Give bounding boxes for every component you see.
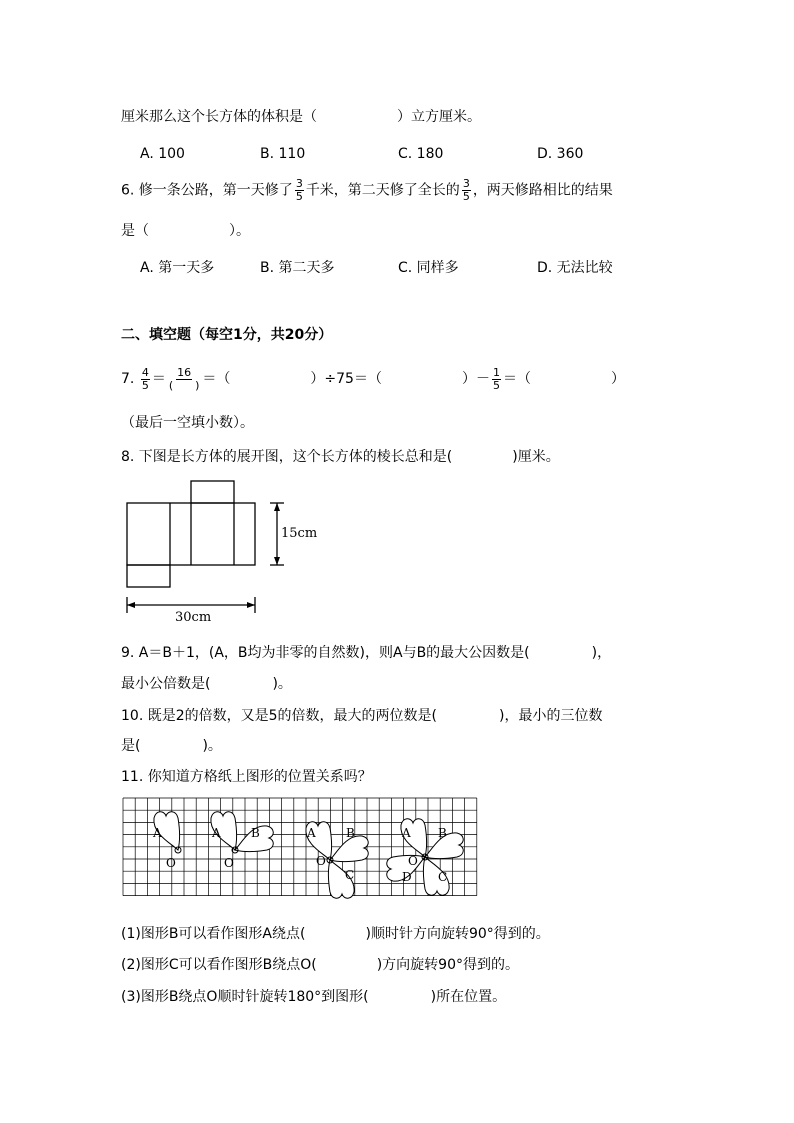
q11-s3-text: (3)图形B绕点O顺时针旋转180°到图形( (121, 989, 369, 1005)
q7-p1-end: ）÷75＝（ (310, 371, 382, 387)
q10-line-2 (121, 736, 222, 756)
q10-text-a: 10. 既是2的倍数，又是5的倍数，最大的两位数是( (121, 708, 437, 724)
label-o: O (316, 854, 326, 868)
label-a: A (153, 826, 162, 840)
q7-p3-end: ） (610, 371, 625, 387)
q7-f1-den: 5 (141, 378, 149, 392)
q7-f2-num: 16 (177, 365, 192, 379)
q5-option-a[interactable]: A. 100 (140, 146, 185, 162)
q11-s2-end: )方向旋转90°得到的。 (376, 957, 519, 973)
q6-text-c: ，两天修路相比的结果 (472, 182, 613, 199)
q10-line-1 (121, 706, 602, 726)
q7-f3-num: 1 (492, 365, 500, 379)
q6-text-a: 6. 修一条公路，第一天修了 (121, 182, 293, 199)
q7-eq2: ＝（ (202, 371, 231, 387)
q11-statement-1 (121, 924, 550, 944)
q5-option-d[interactable]: D. 360 (537, 146, 584, 162)
arrow-down (274, 557, 280, 565)
q9-line-2 (121, 674, 292, 694)
cuboid-net-diagram (115, 475, 335, 625)
label-b: B (438, 826, 447, 840)
q6-f2-num: 3 (462, 177, 470, 190)
q8-text: 8. 下图是长方体的展开图，这个长方体的棱长总和是( (121, 449, 453, 465)
q6-option-a[interactable]: A. 第一天多 (140, 260, 215, 276)
q5-text: 厘米那么这个长方体的体积是（ (121, 109, 317, 125)
q7-fraction-1 (141, 367, 150, 392)
q6-text-d-end: ）。 (229, 223, 250, 239)
width-label: 30cm (175, 610, 212, 625)
q7-number: 7. (121, 371, 135, 387)
q5-option-c[interactable]: C. 180 (398, 146, 444, 162)
q9-text-a: 9. A＝B＋1，(A，B均为非零的自然数)，则A与B的最大公因数是( (121, 645, 530, 661)
arrow-up (274, 503, 280, 511)
q8-question (121, 447, 560, 467)
label-o: O (408, 854, 418, 868)
q7-fraction-3 (492, 367, 501, 392)
net-bottom-face (127, 565, 170, 587)
q6-f1-num: 3 (295, 177, 303, 190)
q11-statement-3 (121, 987, 506, 1007)
label-c: C (438, 870, 448, 884)
q11-title: 11. 你知道方格纸上图形的位置关系吗？ (121, 769, 372, 785)
q5-continuation (121, 107, 481, 127)
q11-s1-text: (1)图形B可以看作图形A绕点( (121, 926, 306, 942)
q10-text-b: 是( (121, 738, 141, 754)
height-label: 15cm (281, 526, 318, 541)
q11-s3-end: )所在位置。 (430, 989, 507, 1005)
q6-f2-den: 5 (462, 190, 470, 203)
q6-option-c[interactable]: C. 同样多 (398, 260, 459, 276)
q6-text-b: 千米，第二天修了全长的 (305, 182, 460, 199)
q7-f3-den: 5 (492, 378, 500, 392)
q6-option-d[interactable]: D. 无法比较 (537, 260, 613, 276)
q6-fraction-2 (462, 178, 471, 203)
q11-s2-text: (2)图形C可以看作图形B绕点O( (121, 957, 317, 973)
q6-option-b[interactable]: B. 第二天多 (260, 260, 335, 276)
q7-question (121, 366, 625, 392)
q10-text-a-end: )，最小的三位数 (499, 708, 603, 724)
arrow-right (247, 602, 255, 608)
q8-text-end: )厘米。 (512, 449, 560, 465)
q5-option-b[interactable]: B. 110 (260, 146, 306, 162)
section-heading: 二、填空题（每空1分，共20分） (121, 327, 333, 343)
q7-f1-num: 4 (141, 365, 149, 379)
q7-p2-end: ）－ (461, 371, 490, 387)
q9-text-a-end: )， (591, 645, 612, 661)
q9-text-b-end: )。 (272, 676, 292, 692)
label-b: B (346, 826, 355, 840)
q7-f2-den: ( ) (168, 378, 200, 392)
label-o: O (166, 856, 176, 870)
q7-eq3: ＝（ (502, 371, 531, 387)
q7-eq1: ＝ (151, 371, 166, 387)
q6-f1-den: 5 (295, 190, 303, 203)
label-c: C (345, 868, 355, 882)
q6-answer-line (121, 221, 250, 241)
label-a: A (402, 826, 411, 840)
label-d: D (402, 870, 412, 884)
q6-question (121, 178, 613, 203)
q9-text-b: 最小公倍数是( (121, 676, 211, 692)
q5-text-end: ）立方厘米。 (397, 109, 481, 125)
q6-text-d: 是（ (121, 223, 149, 239)
q7-fraction-2 (168, 367, 201, 392)
q10-text-b-end: )。 (202, 738, 222, 754)
label-o: O (224, 856, 234, 870)
rotation-grid-figure (120, 795, 485, 905)
net-top-face (191, 481, 234, 503)
q9-line-1 (121, 643, 611, 663)
q6-fraction-1 (295, 178, 304, 203)
label-a: A (307, 826, 316, 840)
q11-statement-2 (121, 955, 519, 975)
label-a: A (212, 826, 221, 840)
label-b: B (251, 826, 260, 840)
arrow-left (127, 602, 135, 608)
q7-note: （最后一空填小数）。 (121, 415, 254, 431)
q11-s1-end: )顺时针方向旋转90°得到的。 (365, 926, 550, 942)
